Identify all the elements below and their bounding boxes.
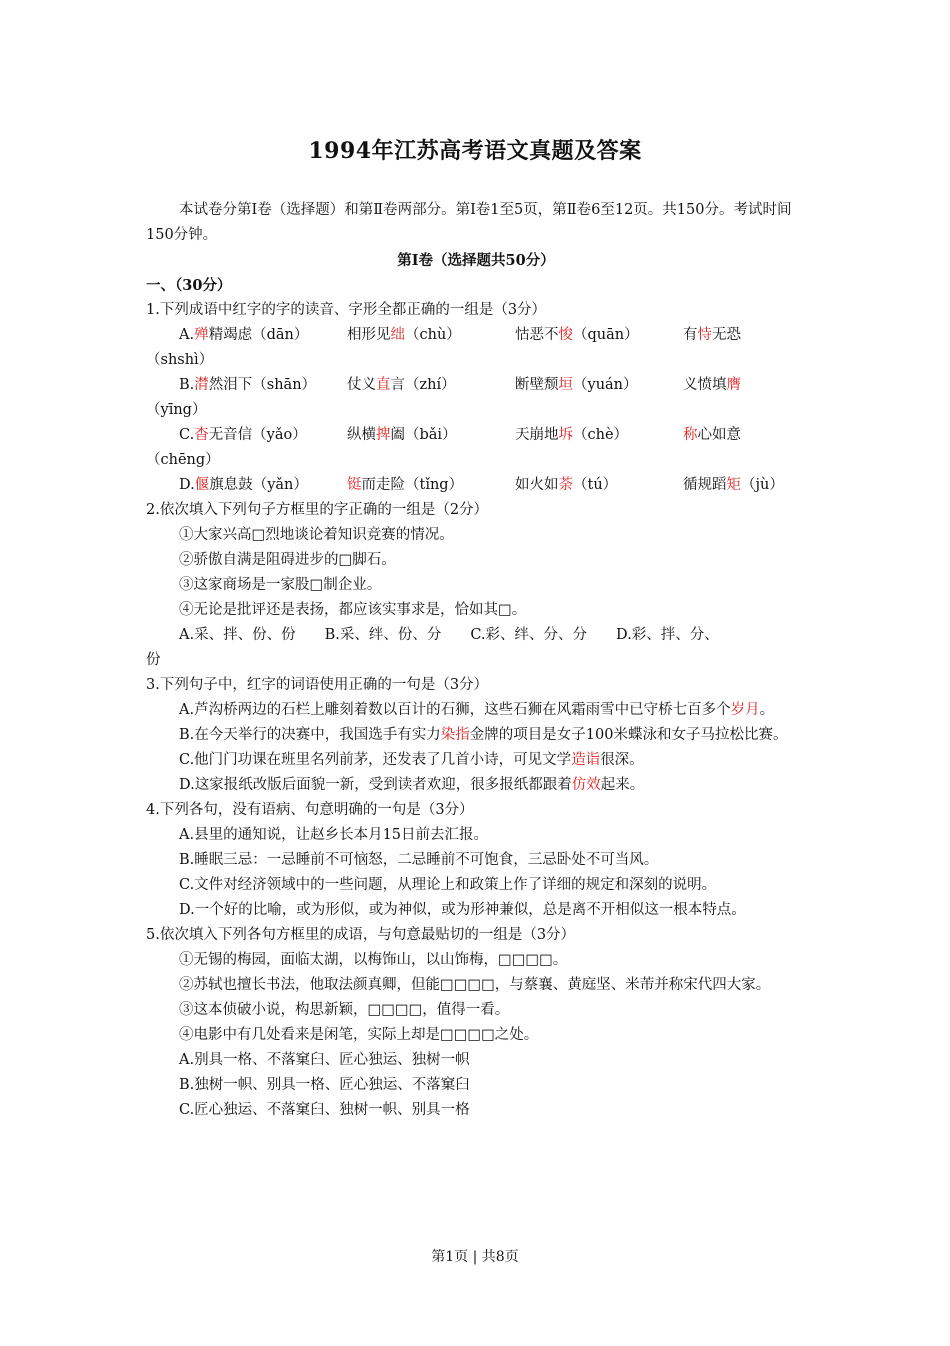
highlighted-char: 坼 <box>558 427 573 443</box>
option-text: 无恐 <box>712 327 741 343</box>
option-text: （tú） <box>573 477 618 493</box>
q1-option-item <box>347 373 515 398</box>
option-text: 相形见 <box>347 327 391 343</box>
option-text: 天崩地 <box>515 427 559 443</box>
option-text: （chè） <box>573 427 629 443</box>
highlighted-char: 直 <box>376 377 391 393</box>
q5-sentence: ②苏轼也擅长书法，他取法颜真卿，但能□□□□，与蔡襄、黄庭坚、米芾并称宋代四大家。 <box>179 977 771 993</box>
q2-sentence: ②骄傲自满是阻碍进步的□脚石。 <box>179 552 396 568</box>
q1-option-row <box>146 323 806 348</box>
q1-option-item <box>347 473 515 498</box>
q3-option-d <box>146 773 806 798</box>
q3-option-c <box>146 748 806 773</box>
option-text: 起来。 <box>600 777 645 793</box>
page-footer: 第1页 | 共8页 <box>431 1249 519 1265</box>
q1-option-item <box>683 423 807 448</box>
highlighted-word: 染指 <box>440 727 470 743</box>
option-text: C.他门门功课在班里名列前茅，还发表了几首小诗，可见文学 <box>179 752 572 768</box>
q3-option-b <box>146 723 806 748</box>
q1-option-row <box>146 423 806 448</box>
option-text: A. <box>179 327 195 343</box>
option-text: 精竭虑（dān） <box>208 327 309 343</box>
highlighted-word: 仿效 <box>571 777 601 793</box>
page-title: 1994年江苏高考语文真题及答案 <box>308 138 642 164</box>
option-text: A.芦沟桥两边的石栏上雕刻着数以百计的石狮，这些石狮在风霜雨雪中已守桥七百多个 <box>179 702 731 718</box>
option-text: 仗义 <box>347 377 376 393</box>
q2-stem: 2.依次填入下列句子方框里的字正确的一组是（2分） <box>146 502 489 518</box>
q4-option-c: C.文件对经济领域中的一些问题，从理论上和政策上作了详细的规定和深刻的说明。 <box>179 877 717 893</box>
q5-option-c: C.匠心独运、不落窠臼、独树一帜、别具一格 <box>179 1102 470 1118</box>
q3-option-a <box>146 698 806 723</box>
highlighted-char: 矩 <box>726 477 741 493</box>
part1-heading: 第Ⅰ卷（选择题共50分） <box>397 252 555 269</box>
q1-option-item <box>179 423 347 448</box>
q5-sentence: ③这本侦破小说，构思新颖，□□□□，值得一看。 <box>179 1002 510 1018</box>
q4-option-d: D.一个好的比喻，或为形似，或为神似，或为形神兼似，总是离不开相似这一根本特点。 <box>179 902 746 918</box>
option-text: （jù） <box>741 477 784 493</box>
q1-option-continued: （chēng） <box>146 452 220 468</box>
q2-sentence: ③这家商场是一家股□制企业。 <box>179 577 382 593</box>
q1-option-item <box>683 323 807 348</box>
intro-paragraph: 本试卷分第Ⅰ卷（选择题）和第Ⅱ卷两部分。第Ⅰ卷1至5页，第Ⅱ卷6至12页。共150分。考试时间150分钟。 <box>146 202 792 243</box>
option-text: 怙恶不 <box>515 327 559 343</box>
q1-option-row <box>146 473 806 498</box>
q5-stem: 5.依次填入下列各句方框里的成语，与句意最贴切的一组是（3分） <box>146 927 576 943</box>
option-text: 断壁颓 <box>515 377 559 393</box>
highlighted-char: 捭 <box>376 427 391 443</box>
q1-option-item <box>179 473 347 498</box>
section1-heading: 一、（30分） <box>146 277 232 294</box>
q1-option-item <box>515 323 683 348</box>
highlighted-char: 恃 <box>697 327 712 343</box>
highlighted-char: 膺 <box>726 377 741 393</box>
option-text: 无音信（yǎo） <box>208 427 307 443</box>
q1-stem: 1.下列成语中红字的字的读音、字形全都正确的一组是（3分） <box>146 302 547 318</box>
option-text: 循规蹈 <box>683 477 727 493</box>
highlighted-char: 垣 <box>558 377 573 393</box>
option-text: 而走险（tǐng） <box>361 477 464 493</box>
highlighted-char: 偃 <box>194 477 210 493</box>
q1-option-row <box>146 373 806 398</box>
highlighted-word: 岁月 <box>730 702 760 718</box>
option-text: 阖（bǎi） <box>390 427 457 443</box>
option-text: 纵横 <box>347 427 376 443</box>
q1-option-item <box>515 473 683 498</box>
highlighted-char: 称 <box>683 427 698 443</box>
option-text: C. <box>179 427 195 443</box>
option-text: 如火如 <box>515 477 559 493</box>
q2-options: A.采、拌、份、份 B.采、绊、份、分 C.彩、绊、分、分 D.彩、拌、分、 <box>179 627 719 643</box>
highlighted-char: 殚 <box>194 327 209 343</box>
q1-option-item <box>683 473 807 498</box>
highlighted-word: 造诣 <box>571 752 601 768</box>
highlighted-char: 铤 <box>347 477 362 493</box>
q1-option-continued: （yīng） <box>146 402 207 418</box>
q2-options-continued: 份 <box>146 652 161 668</box>
option-text: 旗息鼓（yǎn） <box>209 477 308 493</box>
q5-sentence: ①无锡的梅园，面临太湖，以梅饰山，以山饰梅，□□□□。 <box>179 952 568 968</box>
q5-sentence: ④电影中有几处看来是闲笔，实际上却是□□□□之处。 <box>179 1027 539 1043</box>
option-text: B.在今天举行的决赛中，我国选手有实力 <box>179 727 441 743</box>
q1-option-item <box>179 323 347 348</box>
q4-option-a: A.县里的通知说，让赵乡长本月15日前去汇报。 <box>179 827 489 843</box>
option-text: 义愤填 <box>683 377 727 393</box>
q1-option-item <box>347 323 515 348</box>
q4-option-b: B.睡眠三忌：一忌睡前不可恼怒，二忌睡前不可饱食，三忌卧处不可当风。 <box>179 852 659 868</box>
option-text: B. <box>179 377 195 393</box>
option-text: 有 <box>683 327 698 343</box>
option-text: 。 <box>759 702 775 718</box>
q1-option-item <box>515 423 683 448</box>
q5-option-b: B.独树一帜、别具一格、匠心独运、不落窠臼 <box>179 1077 470 1093</box>
option-text: （yuán） <box>573 377 638 393</box>
q1-option-item <box>683 373 807 398</box>
q1-option-item <box>347 423 515 448</box>
option-text: 言（zhí） <box>390 377 456 393</box>
option-text: D.这家报纸改版后面貌一新，受到读者欢迎，很多报纸都跟着 <box>179 777 572 793</box>
option-text: 心如意 <box>697 427 741 443</box>
highlighted-char: 悛 <box>558 327 573 343</box>
highlighted-char: 潸 <box>194 377 209 393</box>
highlighted-char: 杳 <box>194 427 209 443</box>
option-text: 然泪下（shān） <box>208 377 317 393</box>
highlighted-char: 荼 <box>558 477 573 493</box>
q1-option-continued: （shshì） <box>146 352 214 368</box>
option-text: D. <box>179 477 195 493</box>
q4-stem: 4.下列各句，没有语病、句意明确的一句是（3分） <box>146 802 474 818</box>
q5-option-a: A.别具一格、不落窠臼、匠心独运、独树一帜 <box>179 1052 470 1068</box>
document-body <box>146 198 806 1123</box>
option-text: （chù） <box>405 327 461 343</box>
q1-option-item <box>515 373 683 398</box>
option-text: 很深。 <box>600 752 644 768</box>
q1-option-item <box>179 373 347 398</box>
q3-stem: 3.下列句子中，红字的词语使用正确的一句是（3分） <box>146 677 489 693</box>
q2-sentence: ①大家兴高□烈地谈论着知识竞赛的情况。 <box>179 527 454 543</box>
option-text: 金牌的项目是女子100米蝶泳和女子马拉松比赛。 <box>469 727 788 743</box>
q1-options <box>146 323 806 498</box>
option-text: （quān） <box>573 327 639 343</box>
highlighted-char: 绌 <box>390 327 405 343</box>
q2-sentence: ④无论是批评还是表扬，都应该实事求是，恰如其□。 <box>179 602 527 618</box>
